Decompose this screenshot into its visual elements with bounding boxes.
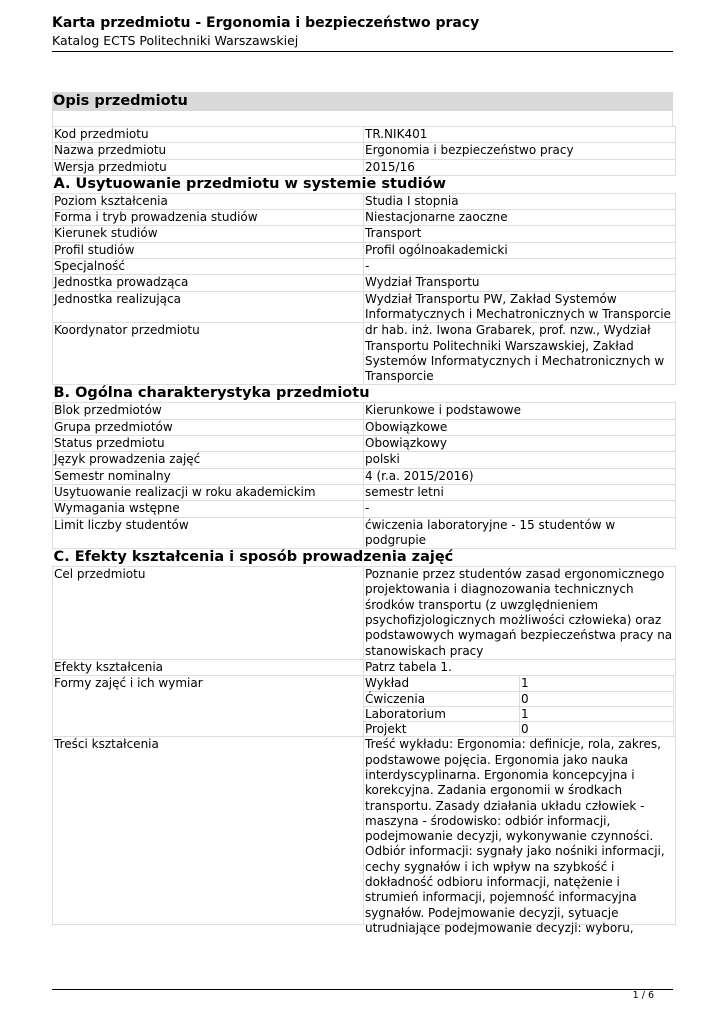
page-number: 1 / 6 bbox=[632, 990, 654, 1001]
form-name: Projekt bbox=[364, 722, 520, 737]
row-value: 4 (r.a. 2015/2016) bbox=[364, 468, 676, 484]
row-label: Nazwa przedmiotu bbox=[53, 143, 364, 159]
row-label: Koordynator przedmiotu bbox=[53, 323, 364, 385]
document-title: Karta przedmiotu - Ergonomia i bezpieczeństwo pracy bbox=[52, 15, 480, 31]
row-value: Wydział Transportu PW, Zakład Systemów Informatycznych i Mechatronicznych w Transporcie bbox=[364, 291, 676, 323]
row-label: Kierunek studiów bbox=[53, 226, 364, 242]
section-c-row bbox=[53, 549, 676, 567]
row-value: Studia I stopnia bbox=[364, 193, 676, 209]
row-label: Semestr nominalny bbox=[53, 468, 364, 484]
table-row bbox=[53, 242, 676, 258]
row-value: - bbox=[364, 259, 676, 275]
section-a-heading: A. Usytuowanie przedmiotu w systemie studiów bbox=[53, 175, 446, 192]
row-value: Kierunkowe i podstawowe bbox=[364, 403, 676, 419]
row-label: Kod przedmiotu bbox=[53, 127, 364, 143]
row-label: Efekty kształcenia bbox=[53, 659, 364, 675]
row-label: Limit liczby studentów bbox=[53, 517, 364, 549]
table-row bbox=[53, 419, 676, 435]
table-row bbox=[53, 143, 676, 159]
table-row bbox=[53, 275, 676, 291]
section-opis-heading: Opis przedmiotu bbox=[52, 92, 673, 111]
row-label: Jednostka realizująca bbox=[53, 291, 364, 323]
row-value: Patrz tabela 1. bbox=[364, 659, 676, 675]
table-row bbox=[53, 323, 676, 385]
table-row bbox=[53, 501, 676, 517]
row-value bbox=[364, 737, 676, 935]
row-value: Profil ogólnoakademicki bbox=[364, 242, 676, 258]
forms-row bbox=[364, 691, 674, 706]
document-subtitle: Katalog ECTS Politechniki Warszawskiej bbox=[52, 33, 299, 48]
form-name: Ćwiczenia bbox=[364, 691, 520, 706]
row-label: Usytuowanie realizacji w roku akademickim bbox=[53, 484, 364, 500]
table-row bbox=[53, 452, 676, 468]
row-value: Wydział Transportu bbox=[364, 275, 676, 291]
table-row bbox=[53, 567, 676, 660]
forms-row bbox=[364, 706, 674, 721]
row-label: Język prowadzenia zajęć bbox=[53, 452, 364, 468]
table-row bbox=[53, 468, 676, 484]
forms-cell bbox=[364, 676, 676, 737]
table-row bbox=[53, 159, 676, 175]
table-row bbox=[53, 127, 676, 143]
row-value: ćwiczenia laboratoryjne - 15 studentów w podgrupie bbox=[364, 517, 676, 549]
row-label: Specjalność bbox=[53, 259, 364, 275]
row-value: Obowiązkowy bbox=[364, 436, 676, 452]
row-label: Blok przedmiotów bbox=[53, 403, 364, 419]
row-label: Treści kształcenia bbox=[53, 737, 364, 925]
row-label: Status przedmiotu bbox=[53, 436, 364, 452]
section-c-heading: C. Efekty kształcenia i sposób prowadzenia zajęć bbox=[53, 549, 454, 566]
section-a-row bbox=[53, 175, 676, 193]
row-value: TR.NIK401 bbox=[364, 127, 676, 143]
row-value: - bbox=[364, 501, 676, 517]
row-label: Grupa przedmiotów bbox=[53, 419, 364, 435]
row-value: Transport bbox=[364, 226, 676, 242]
table-row bbox=[53, 737, 676, 925]
section-b-row bbox=[53, 385, 676, 403]
row-value: dr hab. inż. Iwona Grabarek, prof. nzw., Wydział Transportu Politechniki Warszawskiej, Zakład Systemów Informatycznych i Mechatronicznych w Transporcie bbox=[364, 323, 676, 385]
forms-row bbox=[364, 676, 674, 691]
course-card bbox=[52, 92, 673, 935]
table-row bbox=[53, 484, 676, 500]
table-row bbox=[53, 659, 676, 675]
row-value: Poznanie przez studentów zasad ergonomicznego projektowania i diagnozowania technicznych środków transportu (z uwzględnieniem psychofizjologicznych możliwości człowieka) oraz podstawowych wymagań bezpieczeństwa pracy na stanowiskach pracy bbox=[364, 567, 676, 660]
row-label: Poziom kształcenia bbox=[53, 193, 364, 209]
row-label: Wymagania wstępne bbox=[53, 501, 364, 517]
form-value: 1 bbox=[520, 676, 674, 691]
row-value: 2015/16 bbox=[364, 159, 676, 175]
row-label: Profil studiów bbox=[53, 242, 364, 258]
table-row bbox=[53, 193, 676, 209]
table-row bbox=[53, 259, 676, 275]
row-label: Wersja przedmiotu bbox=[53, 159, 364, 175]
footer-divider bbox=[52, 989, 673, 990]
row-value: polski bbox=[364, 452, 676, 468]
forms-row bbox=[364, 722, 674, 737]
page-header bbox=[52, 14, 673, 49]
table-row bbox=[53, 676, 676, 737]
forms-subtable bbox=[363, 675, 674, 737]
form-value: 0 bbox=[520, 722, 674, 737]
form-value: 1 bbox=[520, 706, 674, 721]
row-label: Forma i tryb prowadzenia studiów bbox=[53, 210, 364, 226]
spacer-row bbox=[52, 111, 673, 126]
table-row bbox=[53, 226, 676, 242]
form-name: Wykład bbox=[364, 676, 520, 691]
header-divider bbox=[52, 51, 673, 52]
section-b-heading: B. Ogólna charakterystyka przedmiotu bbox=[53, 385, 370, 402]
row-label: Formy zajęć i ich wymiar bbox=[53, 676, 364, 737]
table-row bbox=[53, 403, 676, 419]
table-row bbox=[53, 436, 676, 452]
row-value: semestr letni bbox=[364, 484, 676, 500]
form-name: Laboratorium bbox=[364, 706, 520, 721]
row-value: Obowiązkowe bbox=[364, 419, 676, 435]
table-row bbox=[53, 517, 676, 549]
row-label: Jednostka prowadząca bbox=[53, 275, 364, 291]
row-value: Ergonomia i bezpieczeństwo pracy bbox=[364, 143, 676, 159]
form-value: 0 bbox=[520, 691, 674, 706]
table-row bbox=[53, 210, 676, 226]
course-content-text: Treść wykładu: Ergonomia: definicje, rola, zakres, podstawowe pojęcia. Ergonomia jako nauka interdyscyplinarna. Ergonomia koncepcyjna i korekcyjna. Zadania ergonomii w środkach transportu. Zasady działania układu człowiek - maszyna - środowisko: odbiór informacji, podejmowanie decyzji, wykonywanie czynności. Odbiór informacji: sygnały jako nośniki informacji, cechy sygnałów i ich wpływ na szybkość i dokładność odbioru informacji, natężenie i strumień informacji, pojemność informacyjna sygnałów. Podejmowanie decyzji, sytuacje utrudniające podejmowanie decyzji: wyboru, bbox=[365, 737, 665, 935]
row-label: Cel przedmiotu bbox=[53, 567, 364, 660]
table-row bbox=[53, 291, 676, 323]
row-value: Niestacjonarne zaoczne bbox=[364, 210, 676, 226]
course-table bbox=[52, 126, 676, 935]
